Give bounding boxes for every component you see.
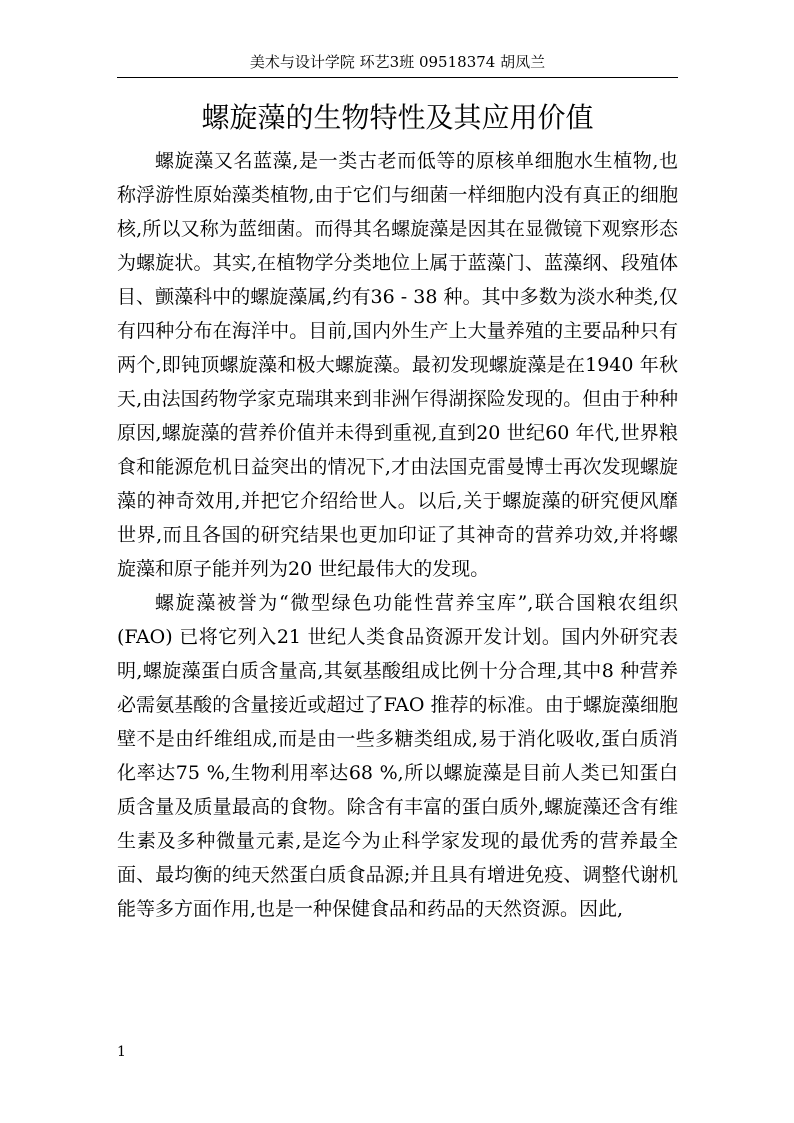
header-divider [117, 77, 678, 78]
page-number: 1 [117, 1044, 126, 1060]
paragraph-1: 螺旋藻又名蓝藻,是一类古老而低等的原核单细胞水生植物,也称浮游性原始藻类植物,由于它们与细菌一样细胞内没有真正的细胞核,所以又称为蓝细菌。而得其名螺旋藻是因其在显微镜下观察形态为螺旋状。其实,在植物学分类地位上属于蓝藻门、蓝藻纲、段殖体目、颤藻科中的螺旋藻属,约有36 - 38 种。其中多数为淡水种类,仅有四种分布在海洋中。目前,国内外生产上大量养殖的主要品种只有两个,即钝顶螺旋藻和极大螺旋藻。最初发现螺旋藻是在1940 年秋天,由法国药物学家克瑞琪来到非洲乍得湖探险发现的。但由于种种原因,螺旋藻的营养价值并未得到重视,直到20 世纪60 年代,世界粮食和能源危机日益突出的情况下,才由法国克雷曼博士再次发现螺旋藻的神奇效用,并把它介绍给世人。以后,关于螺旋藻的研究便风靡世界,而且各国的研究结果也更加印证了其神奇的营养功效,并将螺旋藻和原子能并列为20 世纪最伟大的发现。 [117, 150, 678, 580]
page-header: 美术与设计学院 环艺3班 09518374 胡凤兰 [249, 53, 546, 71]
document-title: 螺旋藻的生物特性及其应用价值 [201, 101, 594, 134]
document-body [117, 144, 678, 926]
paragraph-2: 螺旋藻被誉为“微型绿色功能性营养宝库”,联合国粮农组织(FAO) 已将它列入21 世纪人类食品资源开发计划。国内外研究表明,螺旋藻蛋白质含量高,其氨基酸组成比例十分合理,其中8 种营养必需氨基酸的含量接近或超过了FAO 推荐的标准。由于螺旋藻细胞壁不是由纤维组成,而是由一些多糖类组成,易于消化吸收,蛋白质消化率达75 %,生物利用率达68 %,所以螺旋藻是目前人类已知蛋白质含量及质量最高的食物。除含有丰富的蛋白质外,螺旋藻还含有维生素及多种微量元素,是迄今为止科学家发现的最优秀的营养最全面、最均衡的纯天然蛋白质食品源;并且具有增进免疫、调整代谢机能等多方面作用,也是一种保健食品和药品的天然资源。因此, [117, 592, 678, 920]
